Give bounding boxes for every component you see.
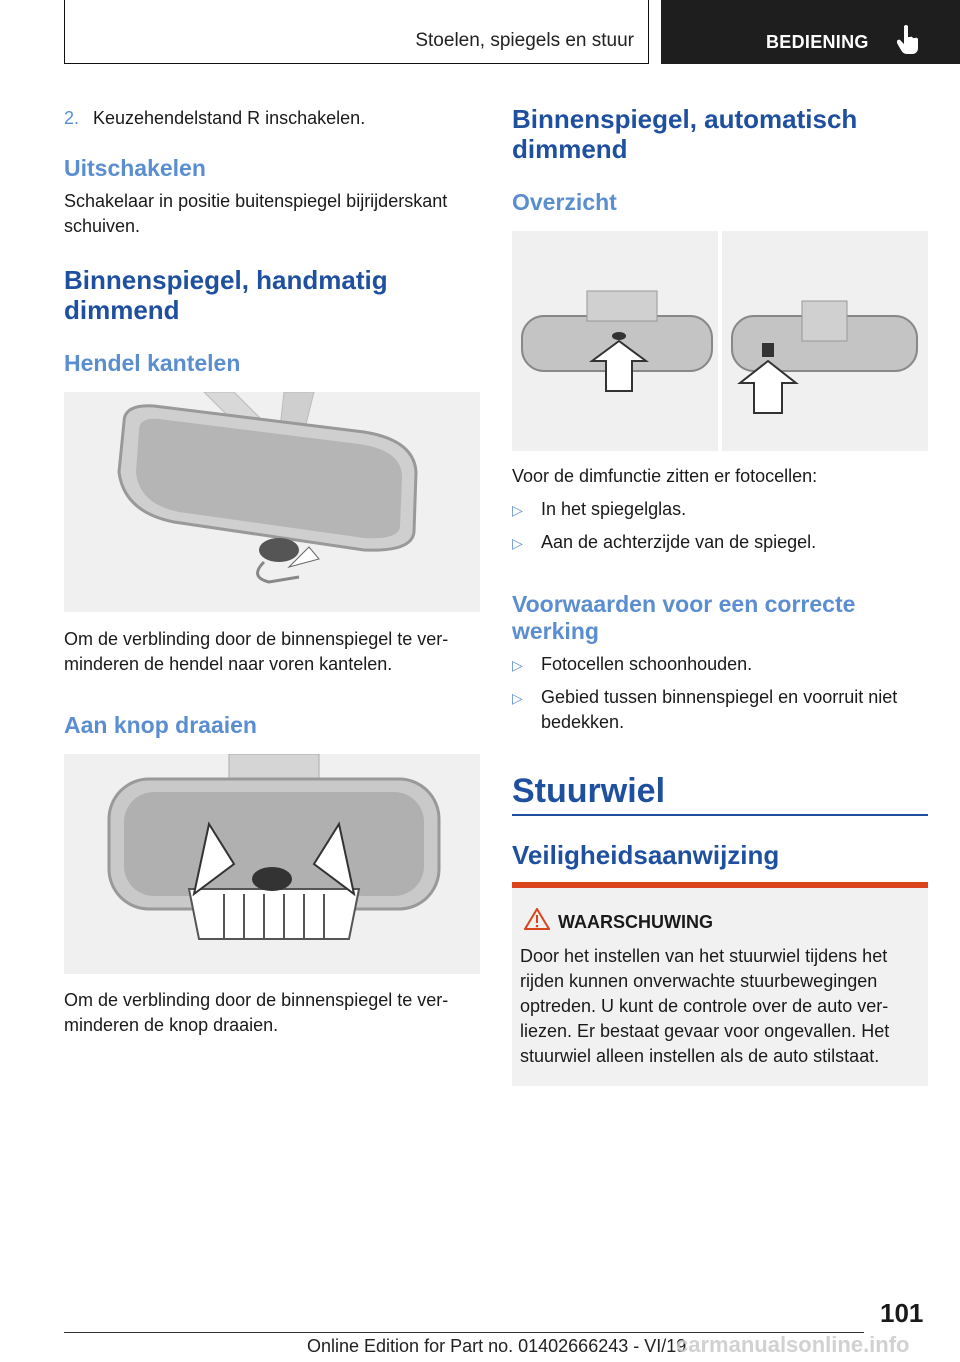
step-2 [64, 106, 484, 131]
warning-line: optreden. U kunt de controle over de auto ver‐ [520, 996, 889, 1016]
page-number: 101 [880, 1298, 924, 1328]
uitschakelen-heading: Uitschakelen [64, 155, 206, 181]
warning-line: Door het instellen van het stuurwiel tijdens het [520, 946, 888, 966]
photocells-image [512, 231, 928, 451]
voorwaarden-item-text: Fotocellen schoonhouden. [541, 654, 753, 674]
warning-line: stuurwiel alleen instellen als de auto stilstaat. [520, 1046, 880, 1066]
auto-heading-line1: Binnenspiegel, automatisch [512, 104, 858, 134]
chapter-tab-label: BEDIENING [766, 32, 869, 52]
watermark: carmanualsonline.info [676, 1332, 910, 1357]
knop-text-line1: Om de verblinding door de binnenspiegel te ver‐ [64, 990, 449, 1010]
bullet-triangle-icon: ▷ [512, 535, 523, 551]
bullet-triangle-icon: ▷ [512, 657, 523, 673]
warning-text [520, 944, 924, 1069]
voorwaarden-item-text: Gebied tussen binnenspiegel en voorruit niet [541, 687, 898, 707]
warning-line: rijden kunnen onverwachte stuurbewegingen [520, 971, 878, 991]
knop-text-line2: minderen de knop draaien. [64, 1015, 279, 1035]
fotocellen-item-text: In het spiegelglas. [541, 499, 687, 519]
voorwaarden-item-1 [512, 652, 932, 677]
pointing-hand-icon [897, 24, 919, 54]
step-2-text: Keuzehendelstand R inschakelen. [93, 108, 366, 128]
hendel-text-line2: minderen de hendel naar voren kantelen. [64, 654, 393, 674]
fotocellen-item-1 [512, 497, 932, 522]
header-section-box [64, 0, 649, 64]
mirror-knob-image [64, 754, 480, 974]
warning-line: liezen. Er bestaat gevaar voor ongevallen. Het [520, 1021, 890, 1041]
voorwaarden-item-text-cont: bedekken. [541, 712, 625, 732]
stuurwiel-heading: Stuurwiel [512, 772, 666, 810]
voorwaarden-heading-line2: werking [512, 618, 599, 644]
fotocellen-item-2 [512, 530, 932, 555]
stuurwiel-rule [512, 814, 928, 816]
section-title: Stoelen, spiegels en stuur [415, 30, 634, 51]
warning-box [512, 882, 928, 1086]
step-2-number: 2. [64, 108, 80, 128]
handmatig-heading-line1: Binnenspiegel, handmatig [64, 265, 388, 295]
handmatig-heading-line2: dimmend [64, 295, 180, 325]
mirror-lever-image [64, 392, 480, 612]
hendel-heading: Hendel kantelen [64, 350, 241, 376]
bullet-triangle-icon: ▷ [512, 690, 523, 706]
warning-triangle-icon [524, 908, 550, 930]
fotocellen-item-text: Aan de achterzijde van de spiegel. [541, 532, 817, 552]
fotocellen-intro: Voor de dimfunctie zitten er fotocellen: [512, 466, 818, 486]
veiligheid-heading: Veiligheidsaanwijzing [512, 840, 780, 870]
voorwaarden-item-2 [512, 685, 932, 735]
auto-heading-line2: dimmend [512, 134, 628, 164]
hendel-text-line1: Om de verblinding door de binnenspiegel te ver‐ [64, 629, 449, 649]
knop-heading: Aan knop draaien [64, 712, 257, 738]
chapter-tab[interactable] [661, 0, 960, 64]
edition-text: Online Edition for Part no. 01402666243 - VI/19 [307, 1336, 687, 1356]
overzicht-heading: Overzicht [512, 189, 617, 215]
warning-title: WAARSCHUWING [558, 912, 713, 932]
bullet-triangle-icon: ▷ [512, 502, 523, 518]
voorwaarden-heading-line1: Voorwaarden voor een correcte [512, 591, 856, 617]
uitschakelen-text: Schakelaar in positie buitenspiegel bijrijderskant schuiven. [64, 191, 448, 236]
